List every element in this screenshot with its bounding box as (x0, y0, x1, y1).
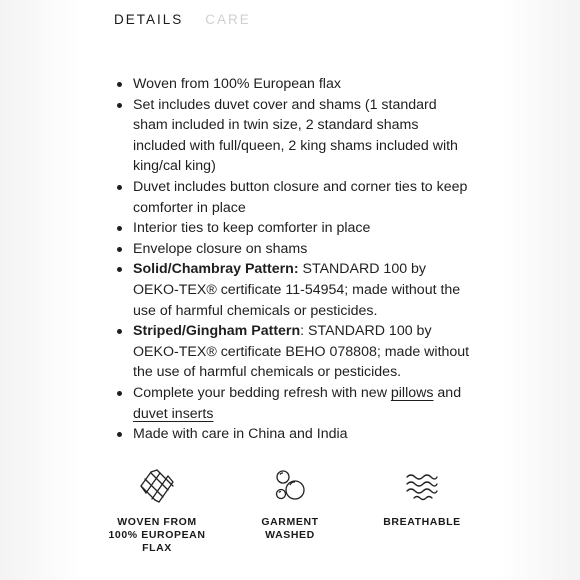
feature-text: Set includes duvet cover and shams (1 standard sham included in twin size, 2 standard shams included with full/queen, 2 king shams included with king/cal king) (133, 96, 458, 175)
list-item (115, 383, 475, 424)
feature-text: Woven from 100% European flax (133, 76, 341, 92)
tab-care[interactable]: CARE (205, 12, 251, 27)
feature-badges (0, 468, 580, 580)
list-item (115, 321, 475, 383)
badge-woven (102, 468, 212, 555)
list-item (115, 95, 475, 177)
bubbles-icon (272, 468, 308, 504)
feature-text: Envelope closure on shams (133, 240, 308, 257)
feature-text: Duvet includes button closure and corner ties to keep comforter in place (133, 178, 468, 216)
woven-icon (137, 468, 177, 504)
list-item (115, 259, 475, 321)
duvet-inserts-link[interactable]: duvet inserts (133, 405, 214, 422)
list-item (115, 218, 475, 239)
list-item (115, 239, 475, 260)
feature-text: Made with care in China and India (133, 426, 348, 443)
badge-label: BREATHABLE (383, 516, 461, 528)
feature-list (115, 74, 475, 445)
feature-text: : STANDARD 100 by OEKO-TEX® certificate BEHO 078808; made without the use of harmful chemicals or pesticides. (133, 323, 470, 381)
list-item (115, 424, 475, 445)
feature-text: STANDARD 100 by OEKO-TEX® certificate 11-54954; made without the use of harmful chemicals or pesticides. (133, 261, 461, 319)
feature-text: Interior ties to keep comforter in place (133, 220, 371, 237)
list-item (115, 74, 475, 95)
badge-garment-washed (235, 468, 345, 542)
feature-bold-label: Striped/Gingham Pattern (133, 323, 301, 340)
list-item (115, 177, 475, 218)
tab-details[interactable]: DETAILS (114, 12, 184, 27)
feature-text: and (433, 384, 462, 401)
pillows-link[interactable]: pillows (390, 384, 434, 401)
badge-label: GARMENT WASHED (261, 516, 319, 541)
waves-icon (404, 468, 440, 504)
badge-label: WOVEN FROM 100% EUROPEAN FLAX (108, 516, 206, 554)
feature-text: Complete your bedding refresh with new (133, 384, 391, 401)
badge-breathable (367, 468, 477, 529)
tab-bar (114, 12, 251, 27)
feature-bold-label: Solid/Chambray Pattern: (133, 261, 299, 278)
